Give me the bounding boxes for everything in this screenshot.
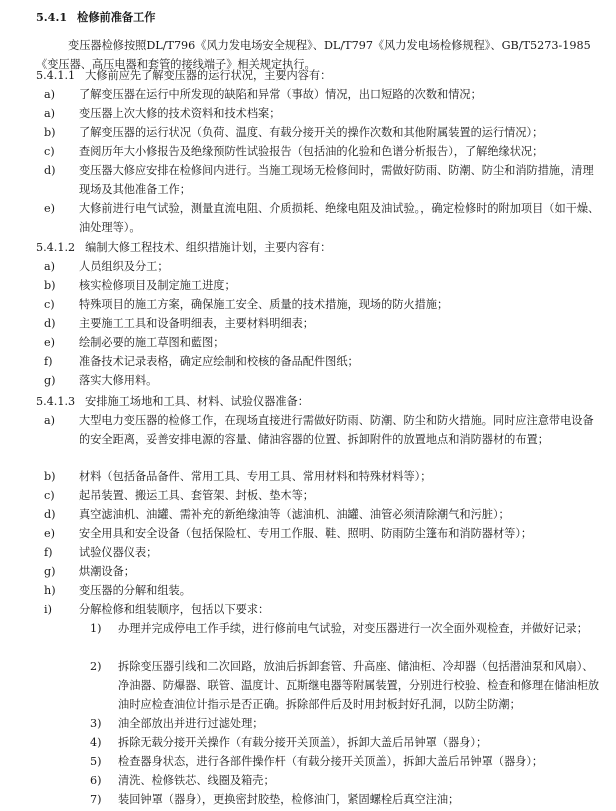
list-marker: c) bbox=[44, 145, 55, 158]
list-item bbox=[44, 276, 600, 295]
list-item bbox=[44, 199, 600, 237]
clause-5-4-1-2 bbox=[36, 238, 331, 257]
list-text: 人员组织及分工； bbox=[79, 260, 169, 273]
list-marker: b) bbox=[44, 470, 56, 483]
numbered-step bbox=[90, 752, 602, 771]
list-marker: d) bbox=[44, 164, 56, 177]
list-text: 大型电力变压器的检修工作，在现场直接进行需做好防雨、防潮、防尘和防火措施。同时应注意带电设备的安全距离，妥善安排电源的容量、储油容器的位置、拆卸附件的放置地点和消防器材的布置； bbox=[79, 414, 594, 446]
step-text: 办理并完成停电工作手续，进行修前电气试验，对变压器进行一次全面外观检查，并做好记录； bbox=[118, 622, 588, 635]
list-item bbox=[44, 123, 600, 142]
numbered-step bbox=[90, 790, 602, 809]
list-marker: e) bbox=[44, 336, 55, 349]
list-item bbox=[44, 85, 600, 104]
list-text: 真空滤油机、油罐、需补充的新绝缘油等（滤油机、油罐、油管必须清除潮气和污脏）； bbox=[79, 508, 510, 521]
list-item bbox=[44, 104, 600, 123]
list-item bbox=[44, 543, 600, 562]
step-text: 清洗、检修铁芯、线圈及箱壳； bbox=[118, 774, 275, 787]
list-marker: d) bbox=[44, 317, 56, 330]
numbered-step bbox=[90, 733, 602, 752]
list-item bbox=[44, 581, 600, 600]
step-marker: 6) bbox=[90, 774, 102, 787]
clause-5-4-1-3 bbox=[36, 392, 309, 411]
list-text: 安全用具和安全设备（包括保险杠、专用工作服、鞋、照明、防雨防尘篷布和消防器材等）； bbox=[79, 527, 533, 540]
list-marker: i) bbox=[44, 603, 52, 616]
list-marker: g) bbox=[44, 565, 56, 578]
step-marker: 4) bbox=[90, 736, 102, 749]
list-marker: a) bbox=[44, 260, 56, 273]
list-marker: f) bbox=[44, 355, 53, 368]
list-item bbox=[44, 411, 600, 449]
step-text: 检查器身状态，进行各部件操作杆（有载分接开关顶盖），拆卸大盖后吊钟罩（器身）； bbox=[118, 755, 544, 768]
step-marker: 3) bbox=[90, 717, 102, 730]
list-text: 了解变压器的运行状况（负荷、温度、有载分接开关的操作次数和其他附属装置的运行情况）； bbox=[79, 126, 544, 139]
numbered-step bbox=[90, 714, 602, 733]
list-item bbox=[44, 314, 600, 333]
list-text: 主要施工工具和设备明细表，主要材料明细表； bbox=[79, 317, 314, 330]
step-text: 装回钟罩（器身），更换密封胶垫，检修油门，紧固螺栓后真空注油； bbox=[118, 793, 460, 806]
step-marker: 1) bbox=[90, 622, 102, 635]
list-text: 落实大修用料。 bbox=[79, 374, 158, 387]
clause-5-4-1-1 bbox=[36, 66, 331, 85]
step-marker: 7) bbox=[90, 793, 102, 806]
list-item bbox=[44, 562, 600, 581]
clause-title: 编制大修工程技术、组织措施计划，主要内容有： bbox=[85, 241, 332, 254]
list-text: 烘潮设备； bbox=[79, 565, 135, 578]
list-text: 分解检修和组装顺序，包括以下要求： bbox=[79, 603, 270, 616]
step-text: 油全部放出并进行过滤处理； bbox=[118, 717, 264, 730]
list-marker: b) bbox=[44, 126, 56, 139]
list-text: 绘制必要的施工草图和藍图； bbox=[79, 336, 225, 349]
list-item bbox=[44, 371, 600, 390]
list-text: 变压器上次大修的技术资料和技术档案； bbox=[79, 107, 281, 120]
list-item bbox=[44, 352, 600, 371]
clause-number: 5.4.1.2 bbox=[36, 241, 76, 254]
step-text: 拆除无载分接开关操作（有载分接开关顶盖），拆卸大盖后吊钟罩（器身）； bbox=[118, 736, 488, 749]
list-marker: e) bbox=[44, 527, 55, 540]
clause-number: 5.4.1.1 bbox=[36, 69, 76, 82]
numbered-step bbox=[90, 657, 602, 714]
list-text: 起吊装置、搬运工具、套管架、封板、垫木等； bbox=[79, 489, 314, 502]
list-item bbox=[44, 486, 600, 505]
section-number: 5.4.1 bbox=[36, 10, 68, 24]
list-marker: d) bbox=[44, 508, 56, 521]
clause-title: 大修前应先了解变压器的运行状况，主要内容有： bbox=[85, 69, 332, 82]
list-item bbox=[44, 505, 600, 524]
clause-title: 安排施工场地和工具、材料、试验仪器准备： bbox=[85, 395, 309, 408]
numbered-step bbox=[90, 619, 602, 638]
list-marker: c) bbox=[44, 298, 55, 311]
list-marker: a) bbox=[44, 107, 56, 120]
list-marker: b) bbox=[44, 279, 56, 292]
step-marker: 5) bbox=[90, 755, 102, 768]
list-text: 了解变压器在运行中所发现的缺陷和异常（事故）情况，出口短路的次数和情况； bbox=[79, 88, 482, 101]
list-text: 查阅历年大小修报告及绝缘预防性试验报告（包括油的化验和色谱分析报告），了解绝缘状况； bbox=[79, 145, 544, 158]
section-title: 检修前准备工作 bbox=[77, 10, 156, 24]
list-marker: f) bbox=[44, 546, 53, 559]
list-text: 试验仪器仪表； bbox=[79, 546, 158, 559]
list-item bbox=[44, 161, 600, 199]
list-item bbox=[44, 257, 600, 276]
step-text: 拆除变压器引线和二次回路，放油后拆卸套管、升高座、储油柜、冷却器（包括潜油泵和风扇）、净油器、防爆器、联管、温度计、瓦斯继电器等附属装置，分别进行校验、检查和修理在储油柜放油时应检查油位计指示是否正确。拆除部件后及时用封板封好孔洞，以防尘防潮； bbox=[118, 660, 600, 711]
list-text: 特殊项目的施工方案，确保施工安全、质量的技术措施，现场的防火措施； bbox=[79, 298, 449, 311]
clause-number: 5.4.1.3 bbox=[36, 395, 76, 408]
list-marker: a) bbox=[44, 414, 56, 427]
list-item bbox=[44, 600, 600, 619]
list-marker: c) bbox=[44, 489, 55, 502]
list-item bbox=[44, 467, 600, 486]
numbered-step bbox=[90, 771, 602, 790]
list-text: 准备技术记录表格，确定应绘制和校核的备品配件图纸； bbox=[79, 355, 359, 368]
list-text: 大修前进行电气试验，测量直流电阻、介质损耗、绝缘电阻及油试验。，确定检修时的附加项目（如干燥、油处理等）。 bbox=[79, 202, 600, 234]
list-marker: a) bbox=[44, 88, 56, 101]
intro-paragraph: 变压器检修按照DL/T796《风力发电场安全规程》、DL/T797《风力发电场检修规程》、GB/T5273-1985《变压器、高压电器和套管的接线端子》相关规定执行。 bbox=[36, 39, 591, 71]
list-item bbox=[44, 142, 600, 161]
list-text: 核实检修项目及制定施工进度； bbox=[79, 279, 236, 292]
list-marker: e) bbox=[44, 202, 55, 215]
list-text: 变压器大修应安排在检修间内进行。当施工现场无检修间时，需做好防雨、防潮、防尘和消防措施，清理现场及其他准备工作； bbox=[79, 164, 594, 196]
list-text: 变压器的分解和组装。 bbox=[79, 584, 191, 597]
list-item bbox=[44, 524, 600, 543]
step-marker: 2) bbox=[90, 660, 102, 673]
section-heading bbox=[36, 8, 155, 27]
list-marker: h) bbox=[44, 584, 56, 597]
list-marker: g) bbox=[44, 374, 56, 387]
list-item bbox=[44, 333, 600, 352]
list-item bbox=[44, 295, 600, 314]
list-text: 材料（包括备品备件、常用工具、专用工具、常用材料和特殊材料等）； bbox=[79, 470, 432, 483]
